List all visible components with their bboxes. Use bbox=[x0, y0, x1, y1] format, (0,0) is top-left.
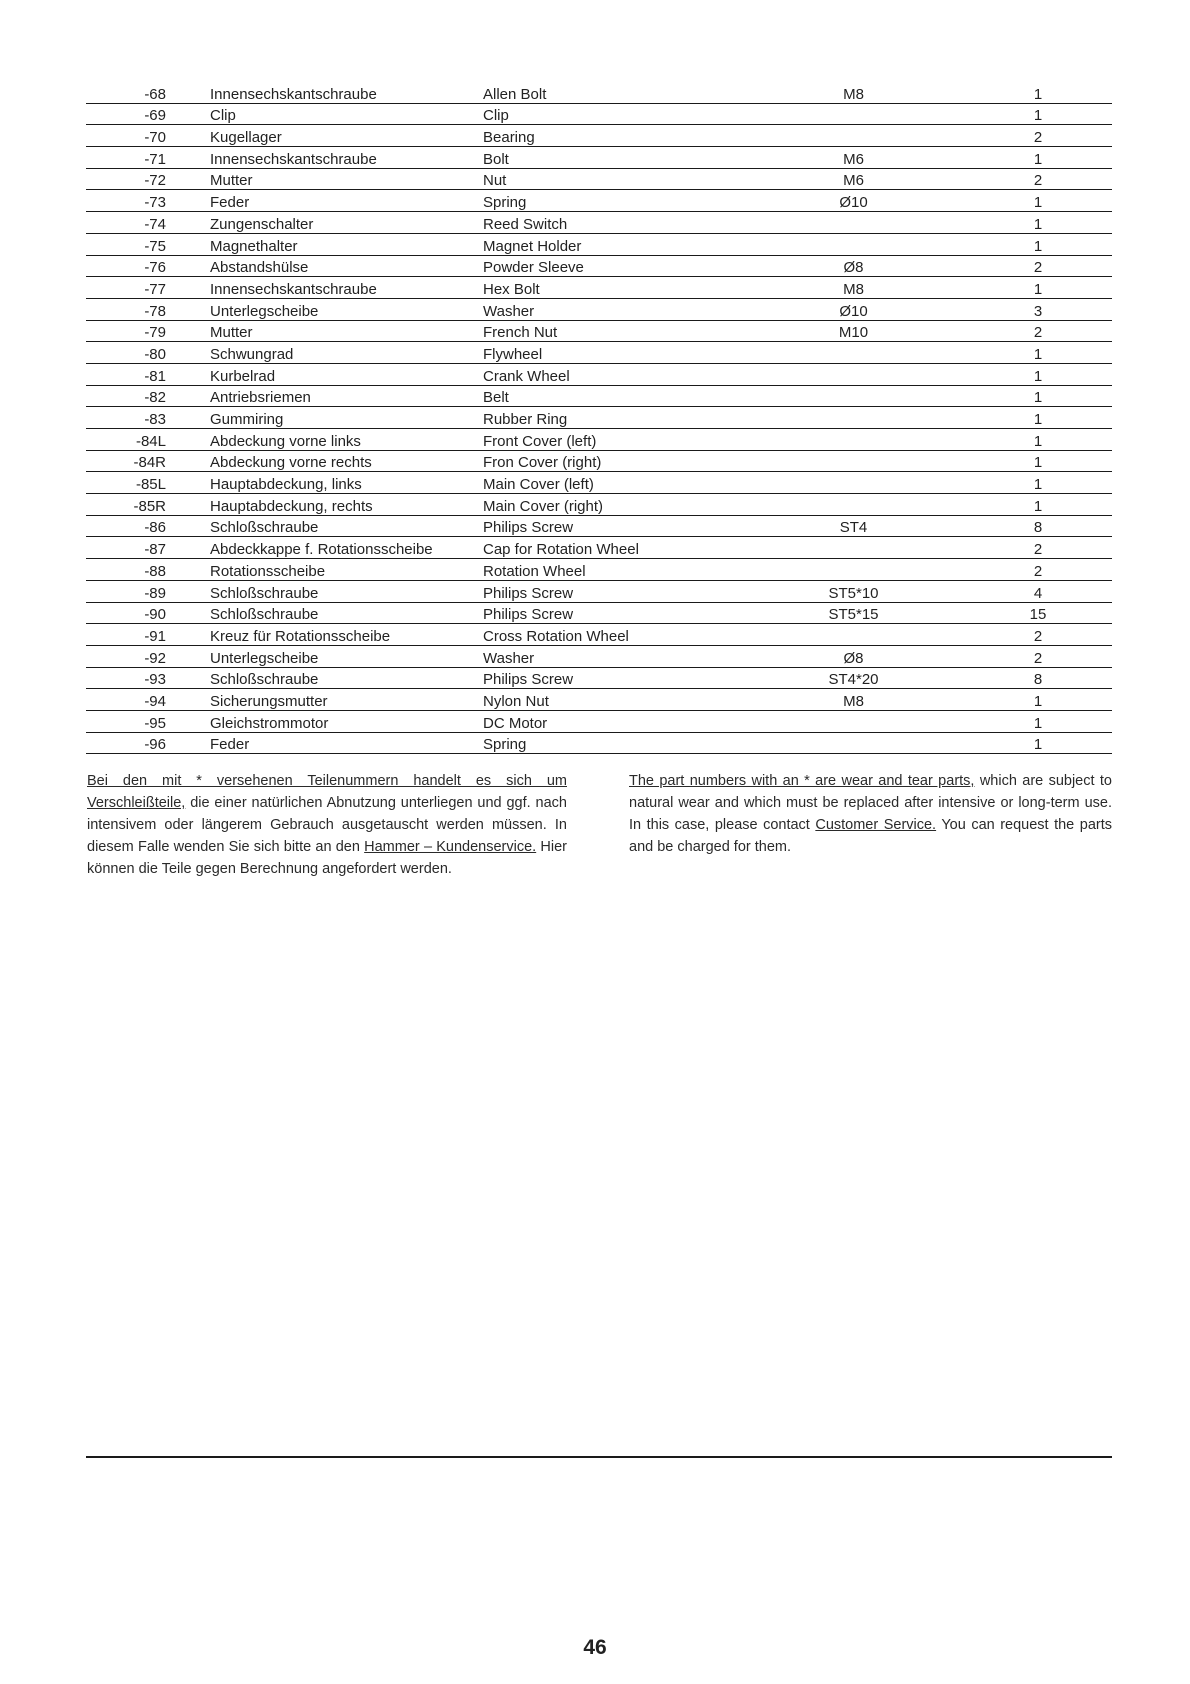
english-name-cell: Bolt bbox=[481, 147, 779, 169]
part-number-cell: -78 bbox=[86, 298, 176, 320]
english-name-cell: Clip bbox=[481, 103, 779, 125]
size-cell bbox=[779, 342, 928, 364]
english-name-cell: Philips Screw bbox=[481, 515, 779, 537]
english-name-cell: Spring bbox=[481, 732, 779, 754]
note-en-lead: The part numbers with an * are wear and tear parts, bbox=[629, 773, 975, 789]
size-cell bbox=[779, 429, 928, 451]
parts-list-table bbox=[86, 82, 1112, 754]
table-row bbox=[86, 320, 1112, 342]
quantity-cell: 1 bbox=[928, 494, 1112, 516]
part-number-cell: -86 bbox=[86, 515, 176, 537]
english-name-cell: French Nut bbox=[481, 320, 779, 342]
english-name-cell: Crank Wheel bbox=[481, 363, 779, 385]
part-number-cell: -92 bbox=[86, 645, 176, 667]
english-name-cell: Washer bbox=[481, 645, 779, 667]
table-row bbox=[86, 624, 1112, 646]
size-cell: ST4 bbox=[779, 515, 928, 537]
note-en-service-link: Customer Service. bbox=[815, 817, 937, 833]
english-name-cell: Philips Screw bbox=[481, 667, 779, 689]
part-number-cell: -75 bbox=[86, 233, 176, 255]
part-number-cell: -95 bbox=[86, 710, 176, 732]
quantity-cell: 1 bbox=[928, 363, 1112, 385]
part-number-cell: -93 bbox=[86, 667, 176, 689]
part-number-cell: -90 bbox=[86, 602, 176, 624]
part-number-cell: -88 bbox=[86, 559, 176, 581]
size-cell bbox=[779, 407, 928, 429]
size-cell: M8 bbox=[779, 277, 928, 299]
english-name-cell: Philips Screw bbox=[481, 580, 779, 602]
german-name-cell: Sicherungsmutter bbox=[176, 689, 481, 711]
size-cell: Ø10 bbox=[779, 298, 928, 320]
german-name-cell: Schloßschraube bbox=[176, 667, 481, 689]
german-name-cell: Abstandshülse bbox=[176, 255, 481, 277]
part-number-cell: -79 bbox=[86, 320, 176, 342]
german-name-cell: Kreuz für Rotationsscheibe bbox=[176, 624, 481, 646]
table-row bbox=[86, 385, 1112, 407]
quantity-cell: 1 bbox=[928, 190, 1112, 212]
german-name-cell: Clip bbox=[176, 103, 481, 125]
part-number-cell: -89 bbox=[86, 580, 176, 602]
size-cell bbox=[779, 103, 928, 125]
quantity-cell: 1 bbox=[928, 472, 1112, 494]
parts-list-body bbox=[86, 82, 1112, 754]
size-cell bbox=[779, 732, 928, 754]
german-name-cell: Antriebsriemen bbox=[176, 385, 481, 407]
table-row bbox=[86, 168, 1112, 190]
german-name-cell: Kurbelrad bbox=[176, 363, 481, 385]
table-row bbox=[86, 363, 1112, 385]
size-cell: M10 bbox=[779, 320, 928, 342]
quantity-cell: 2 bbox=[928, 168, 1112, 190]
quantity-cell: 1 bbox=[928, 103, 1112, 125]
size-cell bbox=[779, 125, 928, 147]
size-cell bbox=[779, 559, 928, 581]
part-number-cell: -77 bbox=[86, 277, 176, 299]
size-cell bbox=[779, 212, 928, 234]
part-number-cell: -68 bbox=[86, 82, 176, 103]
table-row bbox=[86, 602, 1112, 624]
wear-parts-note-english bbox=[629, 770, 1112, 858]
table-row bbox=[86, 429, 1112, 451]
size-cell bbox=[779, 385, 928, 407]
german-name-cell: Hauptabdeckung, rechts bbox=[176, 494, 481, 516]
note-de-lead: Bei den mit * versehenen Teilenummern handelt es sich um Verschleißteile, bbox=[87, 773, 567, 811]
quantity-cell: 2 bbox=[928, 125, 1112, 147]
german-name-cell: Rotationsscheibe bbox=[176, 559, 481, 581]
part-number-cell: -84R bbox=[86, 450, 176, 472]
english-name-cell: Nut bbox=[481, 168, 779, 190]
german-name-cell: Schloßschraube bbox=[176, 580, 481, 602]
size-cell: Ø8 bbox=[779, 645, 928, 667]
page-number: 46 bbox=[583, 1636, 607, 1659]
english-name-cell: Philips Screw bbox=[481, 602, 779, 624]
table-row bbox=[86, 342, 1112, 364]
wear-parts-note-german bbox=[87, 770, 567, 880]
quantity-cell: 1 bbox=[928, 710, 1112, 732]
english-name-cell: Main Cover (left) bbox=[481, 472, 779, 494]
size-cell: ST5*10 bbox=[779, 580, 928, 602]
footer-divider bbox=[86, 1456, 1112, 1458]
part-number-cell: -69 bbox=[86, 103, 176, 125]
table-row bbox=[86, 450, 1112, 472]
table-row bbox=[86, 212, 1112, 234]
table-row bbox=[86, 298, 1112, 320]
part-number-cell: -91 bbox=[86, 624, 176, 646]
table-row bbox=[86, 190, 1112, 212]
german-name-cell: Kugellager bbox=[176, 125, 481, 147]
english-name-cell: Washer bbox=[481, 298, 779, 320]
size-cell bbox=[779, 710, 928, 732]
quantity-cell: 1 bbox=[928, 689, 1112, 711]
quantity-cell: 1 bbox=[928, 342, 1112, 364]
quantity-cell: 2 bbox=[928, 645, 1112, 667]
quantity-cell: 1 bbox=[928, 233, 1112, 255]
table-row bbox=[86, 515, 1112, 537]
part-number-cell: -96 bbox=[86, 732, 176, 754]
quantity-cell: 3 bbox=[928, 298, 1112, 320]
german-name-cell: Gleichstrommotor bbox=[176, 710, 481, 732]
german-name-cell: Schwungrad bbox=[176, 342, 481, 364]
quantity-cell: 2 bbox=[928, 320, 1112, 342]
table-row bbox=[86, 255, 1112, 277]
table-row bbox=[86, 537, 1112, 559]
size-cell: Ø8 bbox=[779, 255, 928, 277]
english-name-cell: Rubber Ring bbox=[481, 407, 779, 429]
quantity-cell: 15 bbox=[928, 602, 1112, 624]
german-name-cell: Unterlegscheibe bbox=[176, 298, 481, 320]
size-cell bbox=[779, 472, 928, 494]
quantity-cell: 1 bbox=[928, 732, 1112, 754]
quantity-cell: 1 bbox=[928, 450, 1112, 472]
size-cell bbox=[779, 363, 928, 385]
quantity-cell: 4 bbox=[928, 580, 1112, 602]
quantity-cell: 8 bbox=[928, 515, 1112, 537]
quantity-cell: 1 bbox=[928, 277, 1112, 299]
size-cell: ST5*15 bbox=[779, 602, 928, 624]
quantity-cell: 8 bbox=[928, 667, 1112, 689]
quantity-cell: 1 bbox=[928, 82, 1112, 103]
quantity-cell: 2 bbox=[928, 537, 1112, 559]
german-name-cell: Zungenschalter bbox=[176, 212, 481, 234]
size-cell bbox=[779, 233, 928, 255]
table-row bbox=[86, 710, 1112, 732]
table-row bbox=[86, 82, 1112, 103]
quantity-cell: 1 bbox=[928, 385, 1112, 407]
part-number-cell: -80 bbox=[86, 342, 176, 364]
german-name-cell: Innensechskantschraube bbox=[176, 147, 481, 169]
size-cell: M6 bbox=[779, 147, 928, 169]
german-name-cell: Unterlegscheibe bbox=[176, 645, 481, 667]
english-name-cell: Nylon Nut bbox=[481, 689, 779, 711]
table-row bbox=[86, 494, 1112, 516]
english-name-cell: Flywheel bbox=[481, 342, 779, 364]
english-name-cell: Belt bbox=[481, 385, 779, 407]
size-cell: ST4*20 bbox=[779, 667, 928, 689]
english-name-cell: Main Cover (right) bbox=[481, 494, 779, 516]
part-number-cell: -84L bbox=[86, 429, 176, 451]
german-name-cell: Abdeckung vorne links bbox=[176, 429, 481, 451]
german-name-cell: Feder bbox=[176, 190, 481, 212]
english-name-cell: Allen Bolt bbox=[481, 82, 779, 103]
note-de-service-link: Hammer – Kundenservice. bbox=[364, 839, 537, 855]
part-number-cell: -82 bbox=[86, 385, 176, 407]
german-name-cell: Schloßschraube bbox=[176, 515, 481, 537]
part-number-cell: -76 bbox=[86, 255, 176, 277]
english-name-cell: Spring bbox=[481, 190, 779, 212]
english-name-cell: Bearing bbox=[481, 125, 779, 147]
size-cell: M8 bbox=[779, 82, 928, 103]
quantity-cell: 1 bbox=[928, 429, 1112, 451]
german-name-cell: Schloßschraube bbox=[176, 602, 481, 624]
table-row bbox=[86, 103, 1112, 125]
part-number-cell: -74 bbox=[86, 212, 176, 234]
english-name-cell: Reed Switch bbox=[481, 212, 779, 234]
size-cell bbox=[779, 494, 928, 516]
part-number-cell: -73 bbox=[86, 190, 176, 212]
table-row bbox=[86, 472, 1112, 494]
quantity-cell: 2 bbox=[928, 624, 1112, 646]
part-number-cell: -87 bbox=[86, 537, 176, 559]
table-row bbox=[86, 732, 1112, 754]
german-name-cell: Innensechskantschraube bbox=[176, 277, 481, 299]
german-name-cell: Magnethalter bbox=[176, 233, 481, 255]
table-row bbox=[86, 667, 1112, 689]
quantity-cell: 1 bbox=[928, 147, 1112, 169]
quantity-cell: 2 bbox=[928, 255, 1112, 277]
table-row bbox=[86, 645, 1112, 667]
german-name-cell: Abdeckung vorne rechts bbox=[176, 450, 481, 472]
size-cell: M6 bbox=[779, 168, 928, 190]
german-name-cell: Gummiring bbox=[176, 407, 481, 429]
size-cell: Ø10 bbox=[779, 190, 928, 212]
english-name-cell: Front Cover (left) bbox=[481, 429, 779, 451]
table-row bbox=[86, 689, 1112, 711]
note-de-tail: Hier können die Teile gegen Berechnung angefordert werden. bbox=[87, 839, 567, 877]
german-name-cell: Mutter bbox=[176, 168, 481, 190]
part-number-cell: -85R bbox=[86, 494, 176, 516]
size-cell: M8 bbox=[779, 689, 928, 711]
table-row bbox=[86, 559, 1112, 581]
english-name-cell: Powder Sleeve bbox=[481, 255, 779, 277]
english-name-cell: Rotation Wheel bbox=[481, 559, 779, 581]
size-cell bbox=[779, 624, 928, 646]
english-name-cell: Hex Bolt bbox=[481, 277, 779, 299]
part-number-cell: -85L bbox=[86, 472, 176, 494]
note-en-middle: which are subject to natural wear and which must be replaced after intensive or long-term use. In this case, please contact bbox=[629, 773, 1112, 833]
part-number-cell: -81 bbox=[86, 363, 176, 385]
quantity-cell: 1 bbox=[928, 212, 1112, 234]
table-row bbox=[86, 233, 1112, 255]
note-de-middle: die einer natürlichen Abnutzung unterliegen und ggf. nach intensivem oder längerem Gebrauch ausgetauscht werden müssen. In diesem Falle wenden Sie sich bitte an den bbox=[87, 795, 567, 855]
table-row bbox=[86, 125, 1112, 147]
german-name-cell: Innensechskantschraube bbox=[176, 82, 481, 103]
table-row bbox=[86, 580, 1112, 602]
part-number-cell: -70 bbox=[86, 125, 176, 147]
german-name-cell: Feder bbox=[176, 732, 481, 754]
part-number-cell: -94 bbox=[86, 689, 176, 711]
english-name-cell: Cap for Rotation Wheel bbox=[481, 537, 779, 559]
table-row bbox=[86, 277, 1112, 299]
size-cell bbox=[779, 537, 928, 559]
table-row bbox=[86, 147, 1112, 169]
german-name-cell: Abdeckkappe f. Rotationsscheibe bbox=[176, 537, 481, 559]
english-name-cell: Magnet Holder bbox=[481, 233, 779, 255]
size-cell bbox=[779, 450, 928, 472]
part-number-cell: -72 bbox=[86, 168, 176, 190]
english-name-cell: Cross Rotation Wheel bbox=[481, 624, 779, 646]
english-name-cell: Fron Cover (right) bbox=[481, 450, 779, 472]
german-name-cell: Hauptabdeckung, links bbox=[176, 472, 481, 494]
german-name-cell: Mutter bbox=[176, 320, 481, 342]
part-number-cell: -83 bbox=[86, 407, 176, 429]
quantity-cell: 2 bbox=[928, 559, 1112, 581]
quantity-cell: 1 bbox=[928, 407, 1112, 429]
note-en-tail: You can request the parts and be charged for them. bbox=[629, 817, 1112, 855]
part-number-cell: -71 bbox=[86, 147, 176, 169]
english-name-cell: DC Motor bbox=[481, 710, 779, 732]
table-row bbox=[86, 407, 1112, 429]
